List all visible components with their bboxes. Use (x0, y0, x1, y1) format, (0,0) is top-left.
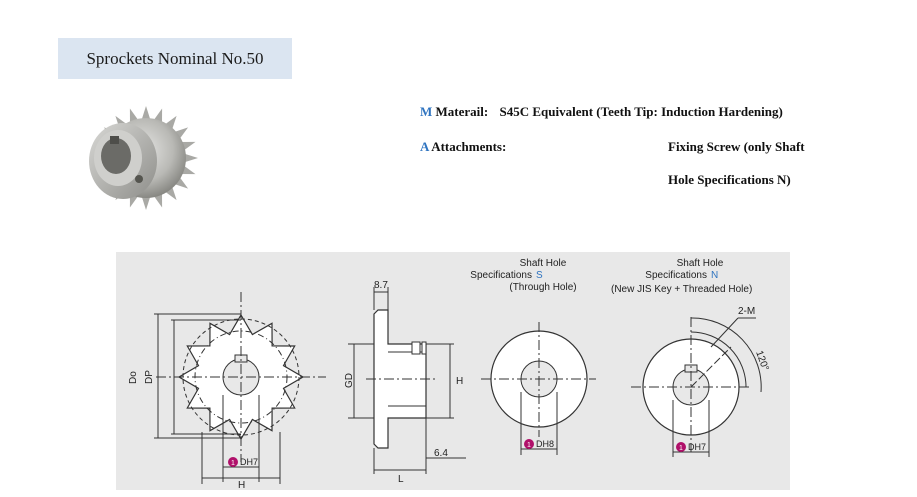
side-view-sprocket (348, 287, 466, 474)
dim-dh8: DH8 (536, 439, 555, 449)
attachments-value-line1: Fixing Screw (only Shaft (668, 139, 805, 154)
section-title: Sprockets Nominal No.50 (86, 48, 264, 68)
dim-h-side: H (456, 376, 464, 387)
dim-8-7: 8.7 (374, 280, 388, 291)
section-title-box (58, 38, 292, 79)
shaft-hole-s-view (481, 322, 596, 455)
technical-drawing (116, 252, 790, 490)
dim-dh7-front: DH7 (240, 457, 259, 467)
s-title-line1: Shaft Hole (519, 258, 567, 269)
dim-6-4: 6.4 (434, 448, 448, 459)
attachments-row (420, 139, 506, 155)
attachments-label: Attachments: (431, 139, 507, 154)
dim-h-bottom: H (238, 480, 246, 490)
dim-120: 120° (753, 349, 771, 373)
n-title-line1: Shaft Hole (676, 258, 724, 269)
n-title-code: N (711, 270, 719, 281)
n-title-line2: Specifications (645, 270, 707, 281)
material-row (420, 104, 783, 120)
sprocket-photo (78, 96, 198, 221)
attachments-value-line2: Hole Specifications N) (668, 172, 791, 187)
dim-2m: 2-M (738, 306, 756, 317)
dim-dh7-n: DH7 (688, 442, 707, 452)
dim-do-label: Do (128, 371, 139, 384)
n-title-line3: (New JIS Key + Threaded Hole) (611, 284, 753, 295)
marker-1-s-num: 1 (527, 442, 531, 449)
dim-dp-label: DP (144, 370, 155, 384)
dim-l: L (398, 474, 404, 485)
material-code: M (420, 104, 433, 119)
attachments-code: A (420, 139, 429, 154)
s-title-line2: Specifications (470, 270, 532, 281)
material-value: S45C Equivalent (Teeth Tip: Induction Hardening) (499, 104, 783, 119)
front-view-sprocket (154, 292, 326, 484)
marker-1-front-num: 1 (231, 460, 235, 467)
dim-gd: GD (344, 373, 355, 388)
material-label: Materail: (435, 104, 489, 119)
marker-1-n-num: 1 (679, 445, 683, 452)
shaft-hole-n-view (631, 317, 761, 457)
s-title-code: S (536, 270, 543, 281)
s-title-line3: (Through Hole) (509, 282, 577, 293)
